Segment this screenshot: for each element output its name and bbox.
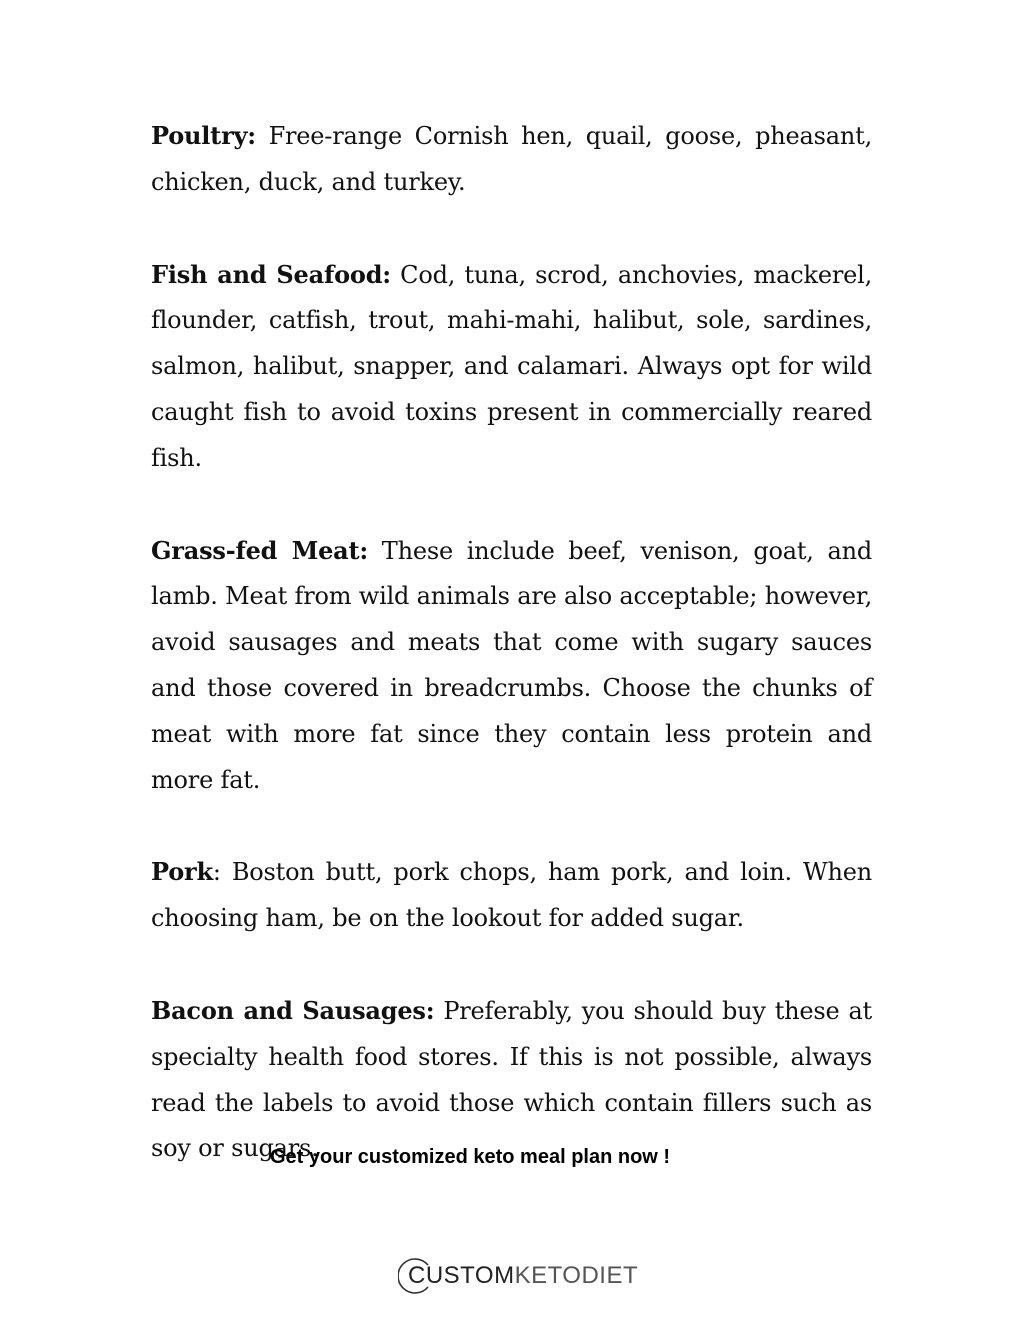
- section-heading: Poultry:: [151, 121, 256, 150]
- section-heading: Grass-fed Meat:: [151, 535, 369, 565]
- section-bacon-and-sausages: [151, 988, 872, 1172]
- meal-plan-cta-link[interactable]: Get your customized keto meal plan now !: [270, 1146, 671, 1168]
- section-text: Preferably, you should buy these at specialty health food stores. If this is not possible, always read the labels to avoid those which contain fillers such as soy or sugars.: [151, 996, 872, 1163]
- brand-logo: [398, 1256, 638, 1296]
- section-text: These include beef, venison, goat, and lamb. Meat from wild animals are also acceptable; however, avoid sausages and meats that come with sugary sauces and those covered in breadcrumbs. Choose the chunks of meat with more fat since they contain less protein and more fat.: [151, 536, 872, 794]
- section-heading: Fish and Seafood:: [151, 259, 391, 289]
- section-text: Cod, tuna, scrod, anchovies, mackerel, flounder, catfish, trout, mahi-mahi, halibut, sole, sardines, salmon, halibut, snapper, and calamari. Always opt for wild caught fish to avoid toxins present in commercially reared fish.: [151, 260, 872, 472]
- logo-text-strong: CUSTOM: [408, 1262, 515, 1289]
- article-body: [151, 113, 872, 1218]
- section-text: Free-range Cornish hen, quail, goose, pheasant, chicken, duck, and turkey.: [151, 122, 872, 196]
- section-heading: Pork: [151, 857, 213, 887]
- logo-circle-icon: [398, 1256, 432, 1296]
- section-fish-and-seafood: [151, 252, 872, 482]
- section-heading: Bacon and Sausages:: [151, 995, 435, 1025]
- logo-text-light: KETODIET: [514, 1262, 639, 1289]
- section-text: Boston butt, pork chops, ham pork, and loin. When choosing ham, be on the lookout for added sugar.: [151, 858, 872, 933]
- section-pork: [151, 849, 872, 942]
- section-poultry: [151, 113, 872, 206]
- section-grass-fed-meat: [151, 528, 872, 804]
- section-heading-suffix: :: [212, 858, 221, 887]
